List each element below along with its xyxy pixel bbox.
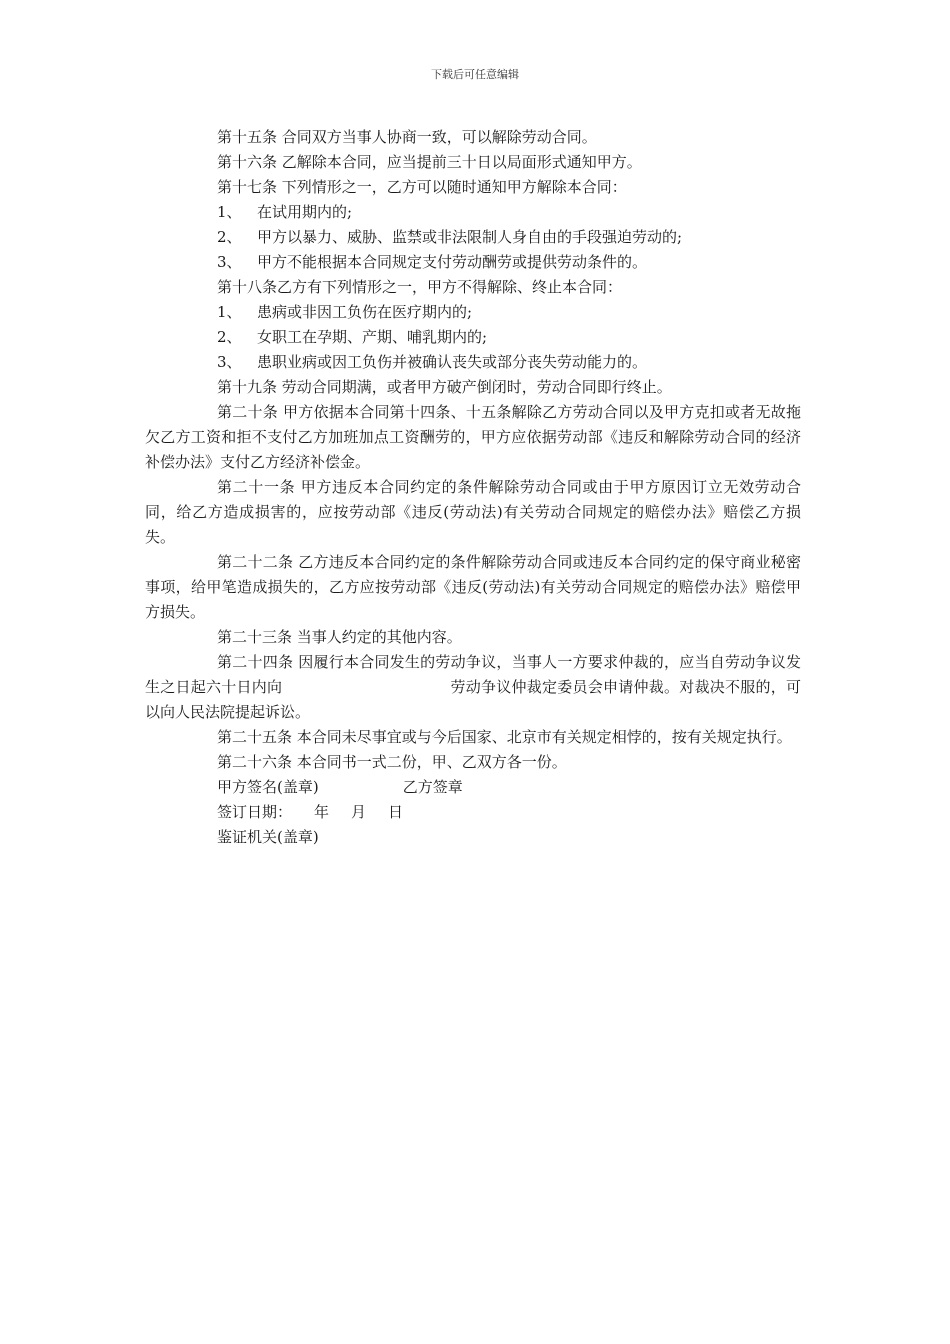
- article-23: 第二十三条 当事人约定的其他内容。: [217, 628, 462, 646]
- article-24-part2: 劳动争议仲裁定委员会申请仲裁。对裁决不服的，可以向人民法院提起诉讼。: [145, 678, 801, 721]
- article-22: 第二十二条 乙方违反本合同约定的条件解除劳动合同或违反本合同约定的保守商业秘密事项，给甲笔造成损失的，乙方应按劳动部《违反(劳动法)有关劳动合同规定的赔偿办法》赔偿甲方损失。: [145, 553, 801, 621]
- item-number: 1、: [217, 203, 242, 221]
- article-17-item: [145, 250, 801, 275]
- item-number: 3、: [217, 253, 242, 271]
- article-18-item: [145, 350, 801, 375]
- article-15: 第十五条 合同双方当事人协商一致，可以解除劳动合同。: [217, 128, 597, 146]
- article-18-item: [145, 300, 801, 325]
- party-a-signature: 甲方签名(盖章): [217, 778, 319, 796]
- item-text: 甲方不能根据本合同规定支付劳动酬劳或提供劳动条件的。: [257, 253, 648, 271]
- item-number: 3、: [217, 353, 242, 371]
- item-text: 甲方以暴力、威胁、监禁或非法限制人身自由的手段强迫劳动的;: [257, 228, 683, 246]
- item-number: 2、: [217, 328, 242, 346]
- article-17-item: [145, 225, 801, 250]
- article-25: 第二十五条 本合同未尽事宜或与今后国家、北京市有关规定相悖的，按有关规定执行。: [217, 728, 792, 746]
- article-17-item: [145, 200, 801, 225]
- item-text: 患病或非因工负伤在医疗期内的;: [257, 303, 473, 321]
- item-text: 患职业病或因工负伤并被确认丧失或部分丧失劳动能力的。: [257, 353, 648, 371]
- party-b-signature: 乙方签章: [402, 778, 463, 796]
- date-label: 签订日期：: [217, 803, 293, 821]
- article-24-part1: 第二十四条 因履行本合同发生的劳动争议，当事人一方要求仲裁的，应当自劳动争议发生之日起六十日内向: [145, 653, 801, 696]
- date-year: 年: [314, 803, 330, 821]
- article-24: [145, 650, 801, 725]
- article-18: 第十八条乙方有下列情形之一，甲方不得解除、终止本合同：: [217, 278, 623, 296]
- article-21: 第二十一条 甲方违反本合同约定的条件解除劳动合同或由于甲方原因订立无效劳动合同，给乙方造成损害的，应按劳动部《违反(劳动法)有关劳动合同规定的赔偿办法》赔偿乙方损失。: [145, 478, 801, 546]
- contract-body: [145, 125, 801, 850]
- item-number: 1、: [217, 303, 242, 321]
- article-19: 第十九条 劳动合同期满，或者甲方破产倒闭时，劳动合同即行终止。: [217, 378, 672, 396]
- authority-line: 鉴证机关(盖章): [217, 828, 319, 846]
- article-20: 第二十条 甲方依据本合同第十四条、十五条解除乙方劳动合同以及甲方克扣或者无故拖欠乙方工资和拒不支付乙方加班加点工资酬劳的，甲方应依据劳动部《违反和解除劳动合同的经济补偿办法》支付乙方经济补偿金。: [145, 403, 801, 471]
- item-text: 女职工在孕期、产期、哺乳期内的;: [257, 328, 488, 346]
- date-month: 月: [351, 803, 367, 821]
- item-text: 在试用期内的;: [257, 203, 353, 221]
- date-day: 日: [388, 803, 404, 821]
- page-header: 下载后可任意编辑: [431, 68, 519, 81]
- signature-line: [145, 775, 801, 800]
- item-number: 2、: [217, 228, 242, 246]
- article-26: 第二十六条 本合同书一式二份，甲、乙双方各一份。: [217, 753, 567, 771]
- article-17: 第十七条 下列情形之一，乙方可以随时通知甲方解除本合同：: [217, 178, 627, 196]
- sign-date-line: [145, 800, 801, 825]
- article-16: 第十六条 乙解除本合同，应当提前三十日以局面形式通知甲方。: [217, 153, 642, 171]
- article-18-item: [145, 325, 801, 350]
